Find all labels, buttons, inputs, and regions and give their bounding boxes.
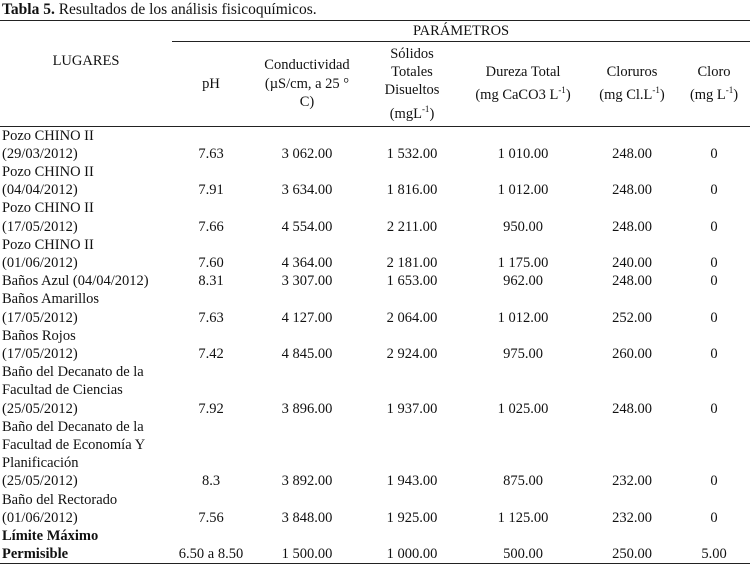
header-parametros: PARÁMETROS bbox=[172, 21, 750, 42]
table-row bbox=[0, 126, 750, 163]
place-cell: Pozo CHINO II (17/05/2012) bbox=[2, 200, 94, 235]
conductividad-cell: 4 127.00 bbox=[281, 309, 333, 326]
dureza-cell: 500.00 bbox=[460, 527, 586, 564]
cloruros-cell: 248.00 bbox=[612, 182, 652, 199]
place-cell: Pozo CHINO II (04/04/2012) bbox=[2, 163, 94, 199]
solidos-cell: 2 924.00 bbox=[386, 345, 438, 362]
conductividad-cell: 4 364.00 bbox=[281, 254, 333, 271]
cloro-cell: 0 bbox=[710, 345, 718, 362]
caption-label: Tabla 5. bbox=[2, 1, 55, 18]
place-cell: Baño del Rectorado (01/06/2012) bbox=[2, 491, 118, 526]
place-cell: Baños Rojos (17/05/2012) bbox=[2, 327, 78, 362]
ph-cell: 7.91 bbox=[198, 182, 224, 199]
solidos-cell: 1 653.00 bbox=[386, 273, 438, 290]
cloruros-cell: 240.00 bbox=[612, 254, 652, 271]
solidos-cell: 1 925.00 bbox=[386, 509, 438, 526]
conductividad-cell: 3 848.00 bbox=[281, 509, 333, 526]
ph-cell: 7.63 bbox=[198, 309, 224, 326]
header-lugares: LUGARES bbox=[0, 42, 172, 127]
ph-cell: 7.60 bbox=[198, 254, 224, 271]
table-row bbox=[0, 418, 750, 491]
solidos-cell: 1 532.00 bbox=[386, 145, 438, 162]
table-row bbox=[0, 290, 750, 326]
ph-cell: 8.3 bbox=[201, 473, 221, 490]
header-columns-row bbox=[0, 42, 750, 127]
ph-cell: 7.42 bbox=[198, 345, 224, 362]
conductividad-cell: 3 896.00 bbox=[281, 400, 333, 417]
table-row bbox=[0, 491, 750, 527]
cloro-cell: 5.00 bbox=[678, 527, 750, 564]
place-cell: Baños Amarillos (17/05/2012) bbox=[2, 291, 100, 326]
cloruros-cell: 260.00 bbox=[612, 345, 652, 362]
solidos-cell: 2 211.00 bbox=[386, 218, 438, 235]
cloro-cell: 0 bbox=[710, 254, 718, 271]
dureza-cell: 1 175.00 bbox=[497, 254, 549, 271]
results-table bbox=[0, 20, 750, 564]
header-blank bbox=[0, 21, 172, 42]
cloruros-cell: 250.00 bbox=[586, 527, 678, 564]
dureza-cell: 875.00 bbox=[503, 473, 543, 490]
table-row bbox=[0, 272, 750, 290]
dureza-cell: 962.00 bbox=[503, 273, 543, 290]
cloruros-cell: 232.00 bbox=[612, 509, 652, 526]
ph-cell: 7.66 bbox=[198, 218, 224, 235]
place-cell: Baño del Decanato de la Facultad de Ciencias (25/05/2012) bbox=[2, 364, 144, 417]
conductividad-cell: 4 845.00 bbox=[281, 345, 333, 362]
header-ph: pH bbox=[172, 42, 250, 127]
solidos-cell: 1 943.00 bbox=[386, 473, 438, 490]
table-row bbox=[0, 327, 750, 363]
conductividad-cell: 1 500.00 bbox=[250, 527, 364, 564]
place-cell: Baño del Decanato de la Facultad de Economía Y Planificación (25/05/2012) bbox=[2, 418, 146, 490]
conductividad-cell: 3 307.00 bbox=[281, 273, 333, 290]
cloro-cell: 0 bbox=[710, 509, 718, 526]
cloro-cell: 0 bbox=[710, 309, 718, 326]
conductividad-cell: 3 634.00 bbox=[281, 182, 333, 199]
table-caption bbox=[2, 1, 317, 19]
place-cell: Pozo CHINO II (01/06/2012) bbox=[2, 236, 94, 271]
header-group-row bbox=[0, 21, 750, 42]
cloro-cell: 0 bbox=[710, 218, 718, 235]
cloruros-cell: 248.00 bbox=[612, 218, 652, 235]
table-row bbox=[0, 363, 750, 418]
dureza-cell: 1 012.00 bbox=[497, 182, 549, 199]
cloro-cell: 0 bbox=[710, 473, 718, 490]
dureza-cell: 1 125.00 bbox=[497, 509, 549, 526]
limit-row bbox=[0, 527, 750, 564]
cloruros-cell: 232.00 bbox=[612, 473, 652, 490]
header-solidos: Sólidos Totales Disueltos (mgL$^{-1}$) bbox=[364, 42, 460, 127]
conductividad-cell: 4 554.00 bbox=[281, 218, 333, 235]
cloro-cell: 0 bbox=[710, 400, 718, 417]
table-row bbox=[0, 163, 750, 199]
place-cell: Baños Azul (04/04/2012) bbox=[2, 273, 149, 290]
ph-cell: 7.63 bbox=[198, 145, 224, 162]
solidos-cell: 2 181.00 bbox=[386, 254, 438, 271]
cloruros-cell: 252.00 bbox=[612, 309, 652, 326]
ph-cell: 6.50 a 8.50 bbox=[172, 527, 250, 564]
dureza-cell: 1 025.00 bbox=[497, 400, 549, 417]
table-body bbox=[0, 126, 750, 564]
place-cell: Pozo CHINO II (29/03/2012) bbox=[2, 127, 94, 162]
solidos-cell: 1 000.00 bbox=[364, 527, 460, 564]
cloruros-cell: 248.00 bbox=[612, 400, 652, 417]
cloro-cell: 0 bbox=[710, 273, 718, 290]
dureza-cell: 950.00 bbox=[503, 218, 543, 235]
ph-cell: 8.31 bbox=[198, 273, 224, 290]
cloruros-cell: 248.00 bbox=[612, 273, 652, 290]
header-cloruros: Cloruros (mg $Cl.L^{-1}$) bbox=[586, 42, 678, 127]
ph-cell: 7.56 bbox=[198, 509, 224, 526]
dureza-cell: 975.00 bbox=[503, 345, 543, 362]
conductividad-cell: 3 062.00 bbox=[281, 145, 333, 162]
header-cloro: Cloro (mg $L^{-1}$) bbox=[678, 42, 750, 127]
dureza-cell: 1 010.00 bbox=[497, 145, 549, 162]
dureza-cell: 1 012.00 bbox=[497, 309, 549, 326]
caption-text: Resultados de los análisis fisicoquímicos. bbox=[58, 1, 317, 18]
solidos-cell: 1 816.00 bbox=[386, 182, 438, 199]
cloro-cell: 0 bbox=[710, 145, 718, 162]
ph-cell: 7.92 bbox=[198, 400, 224, 417]
place-cell: Límite Máximo Permisible bbox=[0, 527, 172, 564]
solidos-cell: 2 064.00 bbox=[386, 309, 438, 326]
table-row bbox=[0, 236, 750, 272]
solidos-cell: 1 937.00 bbox=[386, 400, 438, 417]
table-row bbox=[0, 199, 750, 235]
conductividad-cell: 3 892.00 bbox=[281, 473, 333, 490]
cloro-cell: 0 bbox=[710, 182, 718, 199]
header-dureza: Dureza Total (mg CaCO3 $L^{-1}$) bbox=[460, 42, 586, 127]
header-conductividad: Conductividad (µS/cm, a 25 ° C) bbox=[250, 42, 364, 127]
cloruros-cell: 248.00 bbox=[612, 145, 652, 162]
